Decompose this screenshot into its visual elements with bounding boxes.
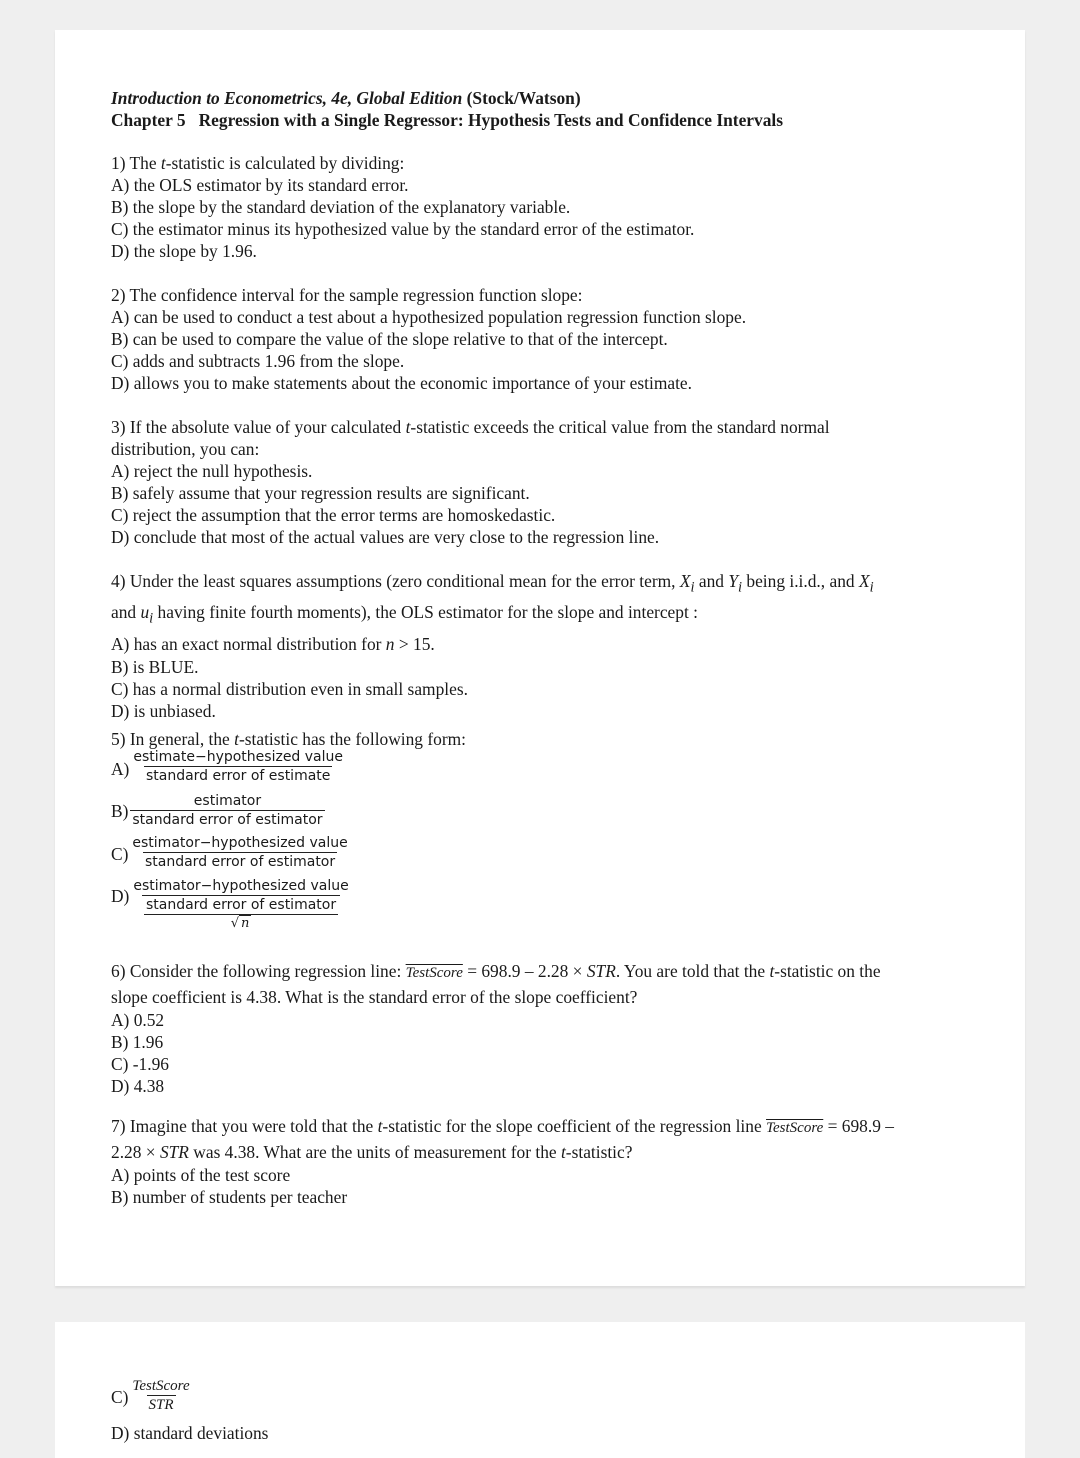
question-stem: 3) If the absolute value of your calculated t-statistic exceeds the critical value from the standard normal bbox=[111, 417, 830, 437]
question-7-continued bbox=[111, 1378, 975, 1444]
option-b: B) the slope by the standard deviation of the explanatory variable. bbox=[111, 197, 571, 217]
option-c: C) the estimator minus its hypothesized value by the standard error of the estimator. bbox=[111, 219, 695, 239]
chapter-title: Regression with a Single Regressor: Hypothesis Tests and Confidence Intervals bbox=[198, 110, 783, 130]
option-a: A) the OLS estimator by its standard error. bbox=[111, 175, 409, 195]
compound-fraction: estimator−hypothesized value standard error of estimator √ n bbox=[133, 878, 349, 931]
option-c: C) has a normal distribution even in small samples. bbox=[111, 678, 468, 699]
fraction: $\frac{\text{estimate−hypothesized value}}{\text{standard error of estimate}}$ bbox=[133, 749, 344, 784]
question-3 bbox=[111, 416, 975, 548]
question-stem: 5) In general, the t-statistic has the following form: bbox=[111, 729, 466, 749]
question-4 bbox=[111, 569, 975, 722]
option-a: A) 0.52 bbox=[111, 1010, 165, 1030]
book-title-line bbox=[111, 87, 975, 109]
question-stem: 6) Consider the following regression line: TestScore = 698.9 – 2.28 × STR. You are told that the t-statistic on the bbox=[111, 961, 881, 981]
option-d: D) the slope by 1.96. bbox=[111, 241, 257, 261]
option-d: D) conclude that most of the actual values are very close to the regression line. bbox=[111, 527, 660, 547]
fraction: $\frac{\text{estimator}}{\text{standard error of estimator}}$ bbox=[132, 793, 323, 828]
option-d: D) standard deviations bbox=[111, 1423, 269, 1443]
option-c: C) adds and subtracts 1.96 from the slope. bbox=[111, 351, 405, 371]
question-stem: 4) Under the least squares assumptions (zero conditional mean for the error term, $X_i$ and $Y_i$ being i.i.d., and $X_i$ bbox=[111, 571, 874, 596]
option-d: D) is unbiased. bbox=[111, 700, 216, 721]
sqrt-n: √ n bbox=[230, 916, 250, 931]
book-authors: (Stock/Watson) bbox=[466, 88, 581, 108]
testscore-hat: TestScore bbox=[405, 965, 463, 981]
option-a: A) $\frac{\text{estimate−hypothesized value}}{\text{standard error of estimate}}$ bbox=[111, 749, 344, 784]
option-a: A) has an exact normal distribution for n > 15. bbox=[111, 633, 435, 654]
fraction: $\frac{\text{estimator−hypothesized value}}{\text{standard error of estimator}}$ bbox=[132, 835, 348, 870]
option-d: D) 4.38 bbox=[111, 1076, 165, 1096]
option-a: A) reject the null hypothesis. bbox=[111, 461, 313, 481]
option-c: C) -1.96 bbox=[111, 1054, 169, 1074]
option-b: B) number of students per teacher bbox=[111, 1187, 348, 1207]
question-stem-line2: 2.28 × STR was 4.38. What are the units of measurement for the t-statistic? bbox=[111, 1142, 633, 1162]
option-d: D) estimator−hypothesized value standard error of estimator √ n bbox=[111, 878, 349, 931]
option-c: C) $\frac{\text{estimator−hypothesized value}}{\text{standard error of estimator}}$ bbox=[111, 835, 348, 870]
option-a: A) points of the test score bbox=[111, 1165, 291, 1185]
fraction: $\frac{\text{TestScore}}{\text{STR}}$ bbox=[132, 1378, 190, 1413]
question-stem-line2: distribution, you can: bbox=[111, 439, 260, 459]
option-b: B) safely assume that your regression results are significant. bbox=[111, 483, 530, 503]
question-2 bbox=[111, 284, 975, 394]
option-b: B) 1.96 bbox=[111, 1032, 164, 1052]
question-stem-line2: and $u_i$ having finite fourth moments), the OLS estimator for the slope and intercept : bbox=[111, 602, 698, 627]
testscore-hat: TestScore bbox=[766, 1120, 824, 1136]
question-stem: 1) The t-statistic is calculated by dividing: bbox=[111, 153, 405, 173]
option-c: C) reject the assumption that the error terms are homoskedastic. bbox=[111, 505, 556, 525]
document-page-1 bbox=[55, 30, 1025, 1286]
option-b: B) $\frac{\text{estimator}}{\text{standard error of estimator}}$ bbox=[111, 793, 323, 828]
document-page-2 bbox=[55, 1322, 1025, 1458]
chapter-label: Chapter 5 bbox=[111, 110, 186, 130]
question-stem: 7) Imagine that you were told that the t-statistic for the slope coefficient of the regression line TestScore = 698.9 – bbox=[111, 1116, 894, 1136]
question-stem: 2) The confidence interval for the sample regression function slope: bbox=[111, 285, 583, 305]
option-d: D) allows you to make statements about the economic importance of your estimate. bbox=[111, 373, 692, 393]
question-5 bbox=[111, 728, 975, 932]
book-title: Introduction to Econometrics, 4e, Global Edition bbox=[111, 88, 463, 108]
question-1 bbox=[111, 152, 975, 262]
document-header bbox=[111, 87, 975, 131]
option-b: B) is BLUE. bbox=[111, 656, 199, 677]
question-7 bbox=[111, 1114, 975, 1208]
option-a: A) can be used to conduct a test about a hypothesized population regression function slope. bbox=[111, 307, 747, 327]
question-6 bbox=[111, 959, 975, 1097]
option-c: C) $\frac{\text{TestScore}}{\text{STR}}$ bbox=[111, 1378, 190, 1413]
inner-fraction: standard error of estimator bbox=[145, 897, 337, 913]
question-stem-line2: slope coefficient is 4.38. What is the standard error of the slope coefficient? bbox=[111, 987, 638, 1007]
option-b: B) can be used to compare the value of the slope relative to that of the intercept. bbox=[111, 329, 668, 349]
chapter-title-line bbox=[111, 109, 975, 131]
